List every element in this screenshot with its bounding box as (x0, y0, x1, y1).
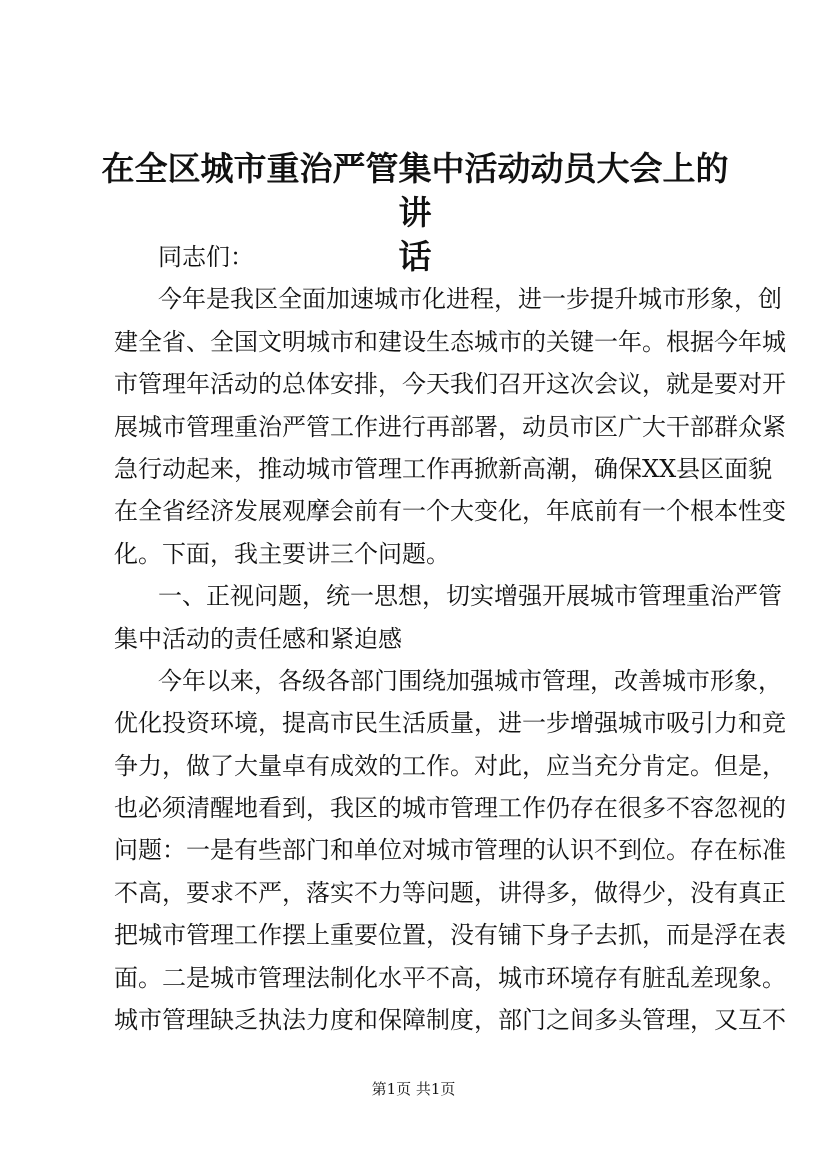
body-line: 展城市管理重治严管工作进行再部署，动员市区广大干部群众紧 (114, 412, 786, 441)
body-line: 问题：一是有些部门和单位对城市管理的认识不到位。存在标准 (114, 836, 786, 865)
body-line: 同志们： (158, 243, 254, 271)
body-line: 优化投资环境，提高市民生活质量，进一步增强城市吸引力和竞 (114, 709, 786, 738)
body-line: 今年是我区全面加速城市化进程，进一步提升城市形象，创 (158, 285, 782, 314)
page-footer: 第1页 共1页 (371, 1080, 456, 1098)
body-line: 在全省经济发展观摩会前有一个大变化，年底前有一个根本性变 (114, 497, 786, 526)
body-line: 面。二是城市管理法制化水平不高，城市环境存有脏乱差现象。 (114, 963, 786, 992)
body-line: 化。下面，我主要讲三个问题。 (114, 539, 450, 568)
title-line-2: 话 (398, 237, 432, 276)
body-line: 今年以来，各级各部门围绕加强城市管理，改善城市形象， (158, 666, 782, 695)
body-line: 集中活动的责任感和紧迫感 (114, 624, 402, 653)
body-line: 急行动起来，推动城市管理工作再掀新高潮，确保XX县区面貌 (114, 454, 773, 483)
body-line: 争力，做了大量卓有成效的工作。对此，应当充分肯定。但是， (114, 751, 786, 780)
body-line: 城市管理缺乏执法力度和保障制度，部门之间多头管理，又互不 (114, 1006, 786, 1035)
body-line: 市管理年活动的总体安排，今天我们召开这次会议，就是要对开 (114, 370, 786, 399)
body-line: 建全省、全国文明城市和建设生态城市的关键一年。根据今年城 (114, 327, 786, 356)
title-line-1: 在全区城市重治严管集中活动动员大会上的讲 (101, 149, 729, 232)
body-line: 一、正视问题，统一思想，切实增强开展城市管理重治严管 (158, 582, 782, 611)
body-line: 也必须清醒地看到，我区的城市管理工作仍存在很多不容忽视的 (114, 794, 786, 823)
body-line: 不高，要求不严，落实不力等问题，讲得多，做得少，没有真正 (114, 878, 786, 907)
body-line: 把城市管理工作摆上重要位置，没有铺下身子去抓，而是浮在表 (114, 921, 786, 950)
document-body (114, 236, 786, 1041)
